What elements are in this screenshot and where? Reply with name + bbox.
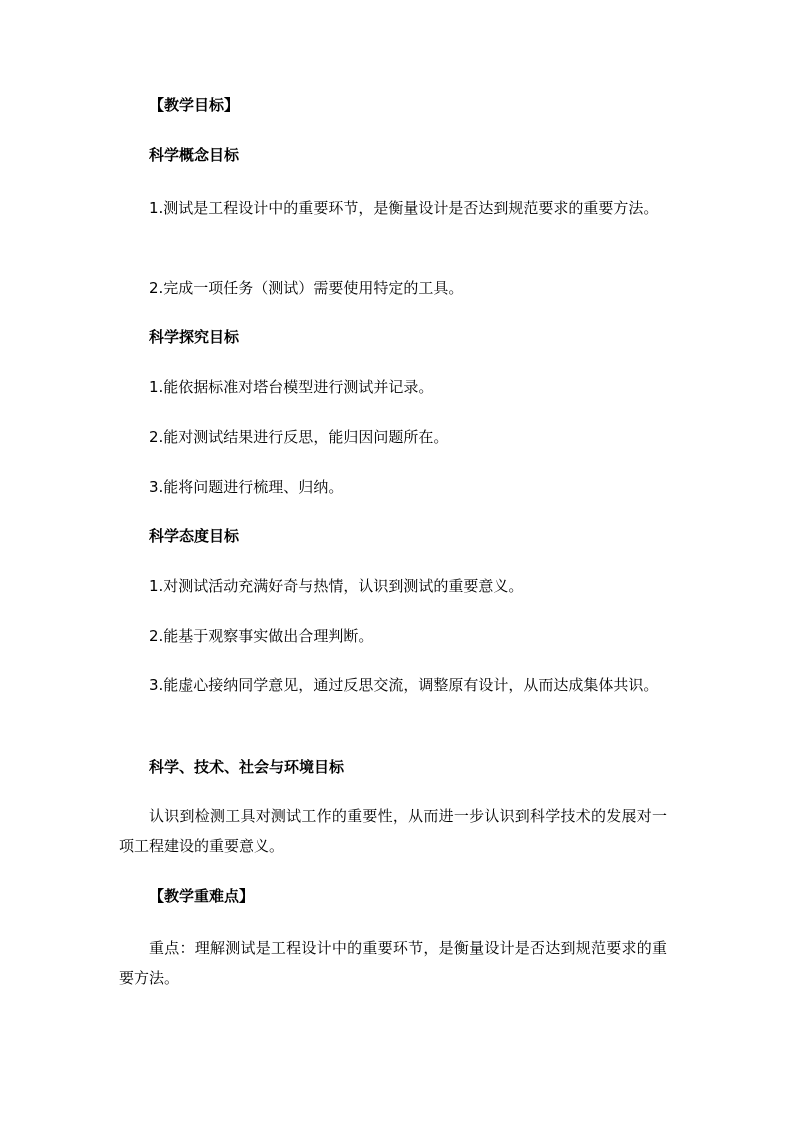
heading-science-inquiry: 科学探究目标	[149, 328, 240, 346]
attitude-item-3: 3.能虚心接纳同学意见，通过反思交流，调整原有设计，从而达成集体共识。	[149, 676, 659, 694]
key-point-paragraph: 重点：理解测试是工程设计中的重要环节，是衡量设计是否达到规范要求的重要方法。	[119, 939, 667, 987]
heading-science-concept: 科学概念目标	[149, 146, 240, 164]
attitude-item-1: 1.对测试活动充满好奇与热情，认识到测试的重要意义。	[149, 577, 524, 595]
heading-science-attitude: 科学态度目标	[149, 527, 240, 545]
concept-item-1: 1.测试是工程设计中的重要环节，是衡量设计是否达到规范要求的重要方法。	[149, 199, 659, 217]
section-title-key-difficult: 【教学重难点】	[149, 887, 255, 905]
inquiry-item-1: 1.能依据标准对塔台模型进行测试并记录。	[149, 378, 434, 396]
inquiry-item-2: 2.能对测试结果进行反思，能归因问题所在。	[149, 428, 449, 446]
concept-item-2: 2.完成一项任务（测试）需要使用特定的工具。	[149, 279, 464, 297]
inquiry-item-3: 3.能将问题进行梳理、归纳。	[149, 478, 344, 496]
heading-stse: 科学、技术、社会与环境目标	[149, 758, 345, 776]
section-title-teaching-objectives: 【教学目标】	[149, 96, 240, 114]
stse-paragraph: 认识到检测工具对测试工作的重要性，从而进一步认识到科学技术的发展对一项工程建设的重要意义。	[119, 807, 667, 855]
attitude-item-2: 2.能基于观察事实做出合理判断。	[149, 627, 374, 645]
